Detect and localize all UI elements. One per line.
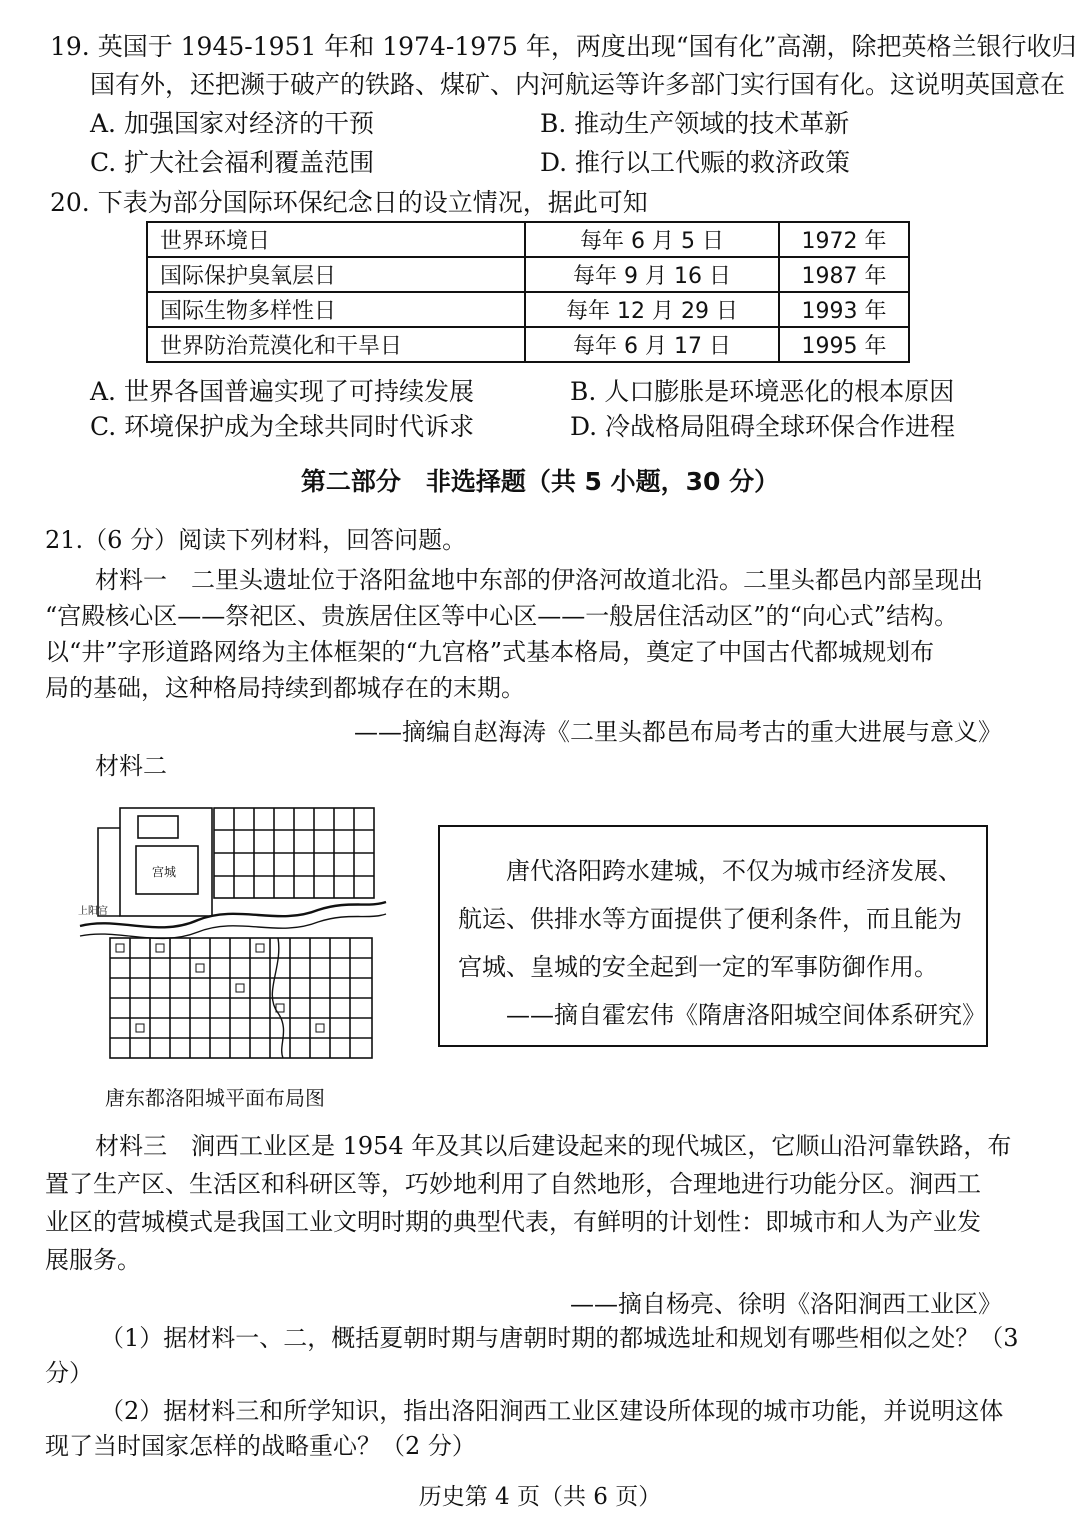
table-cell: 每年 6 月 17 日	[525, 327, 779, 362]
q19-option-b: B. 推动生产领域的技术革新	[540, 109, 850, 138]
material2-label: 材料二	[95, 752, 167, 780]
subquestion2-line: （2）据材料三和所学知识，指出洛阳涧西工业区建设所体现的城市功能，并说明这体	[100, 1397, 1004, 1425]
material2-box-line: 唐代洛阳跨水建城，不仅为城市经济发展、	[506, 857, 962, 885]
material1-line: “宫殿核心区——祭祀区、贵族居住区等中心区——一般居住活动区”的“向心式”结构。	[45, 602, 959, 630]
section-heading: 第二部分 非选择题（共 5 小题，30 分）	[300, 467, 780, 496]
material2-box-line: 航运、供排水等方面提供了便利条件，而且能为	[458, 905, 962, 933]
map-caption: 唐东都洛阳城平面布局图	[105, 1086, 325, 1110]
q20-stem: 20. 下表为部分国际环保纪念日的设立情况，据此可知	[50, 188, 648, 217]
q21-stem: 21.（6 分）阅读下列材料，回答问题。	[45, 526, 467, 554]
material3-source: ——摘自杨亮、徐明《洛阳涧西工业区》	[570, 1290, 1002, 1318]
table-cell: 1993 年	[779, 292, 909, 327]
material1-line: 以“井”字形道路网络为主体框架的“九宫格”式基本格局，奠定了中国古代都城规划布	[45, 638, 935, 666]
table-cell: 1987 年	[779, 257, 909, 292]
table-row	[147, 257, 909, 292]
table-cell: 每年 9 月 16 日	[525, 257, 779, 292]
subquestion2-line: 现了当时国家怎样的战略重心？（2 分）	[45, 1432, 476, 1460]
table-cell: 国际保护臭氧层日	[147, 257, 525, 292]
q19-option-a: A. 加强国家对经济的干预	[90, 109, 374, 138]
q20-option-c: C. 环境保护成为全球共同时代诉求	[90, 412, 475, 441]
table-row	[147, 292, 909, 327]
material3-line: 置了生产区、生活区和科研区等，巧妙地利用了自然地形，合理地进行功能分区。涧西工	[45, 1170, 981, 1198]
map-label-shangyang-palace: 上阳宫	[78, 906, 108, 917]
material2-box-line: 宫城、皇城的安全起到一定的军事防御作用。	[458, 953, 938, 981]
material1-line: 局的基础，这种格局持续到都城存在的末期。	[45, 674, 525, 702]
environment-days-table	[146, 221, 910, 363]
subquestion1-line: 分）	[45, 1359, 93, 1387]
material2-quote-box	[438, 825, 988, 1047]
q20-option-a: A. 世界各国普遍实现了可持续发展	[90, 377, 474, 406]
table-cell: 1995 年	[779, 327, 909, 362]
table-row	[147, 222, 909, 257]
subquestion1-line: （1）据材料一、二，概括夏朝时期与唐朝时期的都城选址和规划有哪些相似之处？（3	[100, 1324, 1019, 1352]
q20-option-b: B. 人口膨胀是环境恶化的根本原因	[570, 377, 955, 406]
material3-line: 展服务。	[45, 1246, 141, 1274]
table-cell: 世界防治荒漠化和干旱日	[147, 327, 525, 362]
table-cell: 世界环境日	[147, 222, 525, 257]
material3-line: 业区的营城模式是我国工业文明时期的典型代表，有鲜明的计划性：即城市和人为产业发	[45, 1208, 981, 1236]
material3-line: 材料三 涧西工业区是 1954 年及其以后建设起来的现代城区，它顺山沿河靠铁路，布	[95, 1132, 1012, 1160]
table-cell: 1972 年	[779, 222, 909, 257]
table-cell: 国际生物多样性日	[147, 292, 525, 327]
table-cell: 每年 6 月 5 日	[525, 222, 779, 257]
q19-option-d: D. 推行以工代赈的救济政策	[540, 148, 851, 177]
q19-line1: 19. 英国于 1945-1951 年和 1974-1975 年，两度出现“国有化”高潮，除把英格兰银行收归	[50, 32, 1077, 61]
q20-option-d: D. 冷战格局阻碍全球环保合作进程	[570, 412, 956, 441]
material1-line: 材料一 二里头遗址位于洛阳盆地中东部的伊洛河故道北沿。二里头都邑内部呈现出	[95, 566, 983, 594]
q19-line2: 国有外，还把濒于破产的铁路、煤矿、内河航运等许多部门实行国有化。这说明英国意在	[90, 70, 1066, 99]
page-footer: 历史第 4 页（共 6 页）	[418, 1484, 662, 1510]
table-cell: 每年 12 月 29 日	[525, 292, 779, 327]
q19-option-c: C. 扩大社会福利覆盖范围	[90, 148, 375, 177]
luoyang-city-map	[78, 798, 388, 1068]
map-label-palace: 宫城	[152, 865, 177, 879]
table-row	[147, 327, 909, 362]
material2-source: ——摘自霍宏伟《隋唐洛阳城空间体系研究》	[506, 1001, 986, 1029]
material1-source: ——摘编自赵海涛《二里头都邑布局考古的重大进展与意义》	[354, 718, 1002, 746]
